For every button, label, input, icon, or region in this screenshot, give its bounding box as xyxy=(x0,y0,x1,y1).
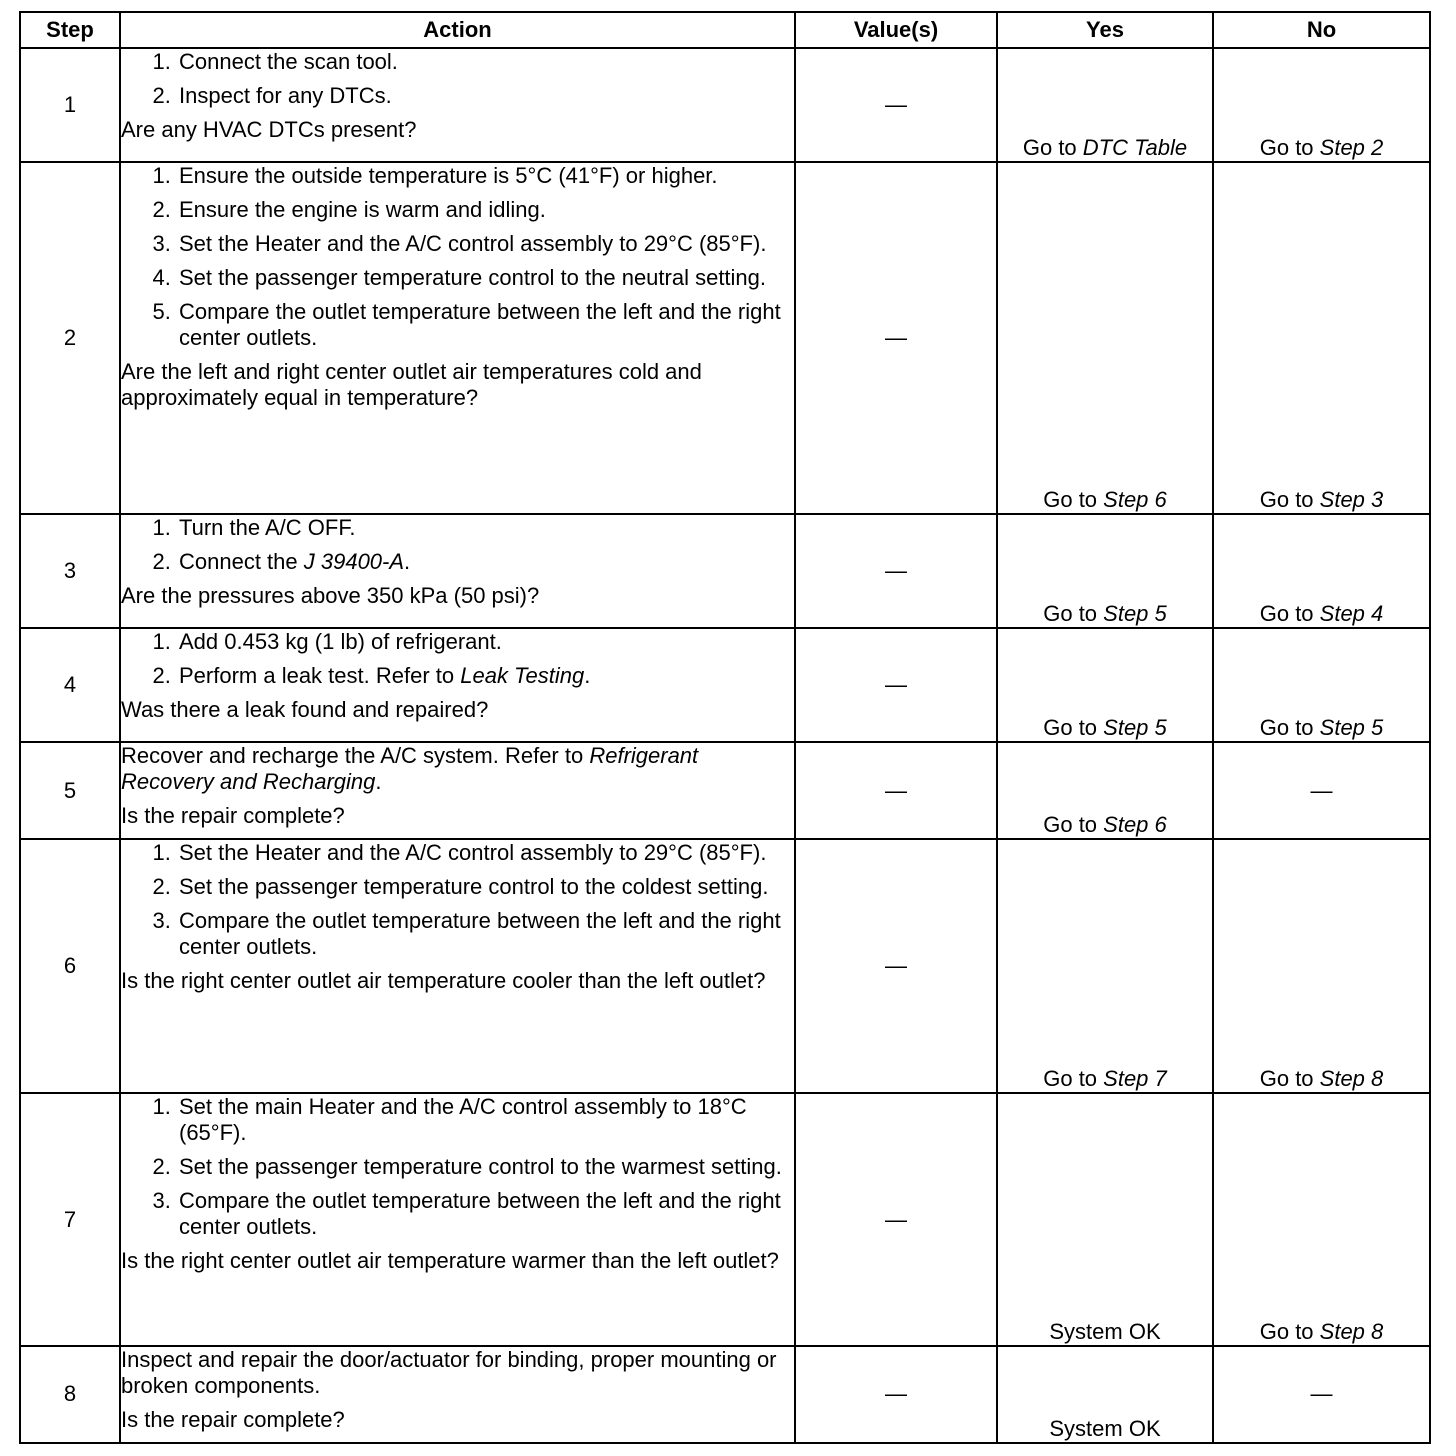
no-prefix: Go to xyxy=(1259,135,1320,161)
action-list xyxy=(121,49,794,109)
value-cell: — xyxy=(795,162,997,514)
step-number: 2 xyxy=(20,162,120,514)
value-cell: — xyxy=(795,1346,997,1443)
header-row xyxy=(20,12,1430,48)
action-list xyxy=(121,515,794,575)
value-cell: — xyxy=(795,628,997,742)
yes-cell xyxy=(997,839,1213,1093)
yes-reference: Step 7 xyxy=(1103,1066,1167,1092)
no-prefix: Go to xyxy=(1259,1066,1320,1092)
action-item: 1. Set the Heater and the A/C control assembly to 29°C (85°F). xyxy=(177,840,794,866)
action-list xyxy=(121,840,794,960)
action-item: 4. Set the passenger temperature control to the neutral setting. xyxy=(177,265,794,291)
action-cell xyxy=(120,742,795,839)
action-paragraph: Inspect and repair the door/actuator for binding, proper mounting or broken components. xyxy=(121,1346,777,1398)
value-cell: — xyxy=(795,1093,997,1345)
action-item: 5. Compare the outlet temperature between the left and the right center outlets. xyxy=(177,299,794,351)
no-reference: Step 4 xyxy=(1319,600,1384,626)
no-reference: Step 2 xyxy=(1319,135,1384,161)
action-text: Recover and recharge the A/C system. Refer to xyxy=(121,742,590,768)
action-cell xyxy=(120,1093,795,1345)
tool-reference: J 39400-A xyxy=(303,548,405,574)
step-number: 4 xyxy=(20,628,120,742)
yes-prefix: Go to xyxy=(1043,1066,1104,1092)
value-cell: — xyxy=(795,742,997,839)
action-item: 2. Set the passenger temperature control to the warmest setting. xyxy=(177,1154,794,1180)
step-number: 1 xyxy=(20,48,120,162)
action-item: 2. Set the passenger temperature control to the coldest setting. xyxy=(177,874,794,900)
yes-cell xyxy=(997,48,1213,162)
action-item: 1. Add 0.453 kg (1 lb) of refrigerant. xyxy=(177,629,794,655)
header-no: No xyxy=(1213,12,1430,48)
action-item-text: Perform a leak test. Refer to xyxy=(179,662,461,688)
action-cell xyxy=(120,1346,795,1443)
header-values: Value(s) xyxy=(795,12,997,48)
action-question: Was there a leak found and repaired? xyxy=(121,696,489,722)
action-item: 2. Inspect for any DTCs. xyxy=(177,83,794,109)
action-list xyxy=(121,629,794,689)
procedure-reference: Leak Testing xyxy=(460,662,585,688)
yes-reference: Step 5 xyxy=(1103,714,1167,740)
no-cell: — xyxy=(1213,1346,1430,1443)
yes-cell xyxy=(997,742,1213,839)
value-cell: — xyxy=(795,514,997,628)
no-cell xyxy=(1213,162,1430,514)
header-action: Action xyxy=(120,12,795,48)
no-cell xyxy=(1213,514,1430,628)
no-prefix: Go to xyxy=(1259,714,1320,740)
action-question: Are the pressures above 350 kPa (50 psi)? xyxy=(121,582,540,608)
action-item: 1. Connect the scan tool. xyxy=(177,49,794,75)
table-row xyxy=(20,48,1430,162)
action-item: 1. Ensure the outside temperature is 5°C (41°F) or higher. xyxy=(177,163,794,189)
table-row xyxy=(20,1093,1430,1345)
action-question: Is the right center outlet air temperature cooler than the left outlet? xyxy=(121,968,766,994)
action-cell xyxy=(120,48,795,162)
no-prefix: Go to xyxy=(1259,600,1320,626)
action-cell xyxy=(120,628,795,742)
value-cell: — xyxy=(795,48,997,162)
yes-cell xyxy=(997,162,1213,514)
action-cell xyxy=(120,514,795,628)
table-row xyxy=(20,628,1430,742)
procedure-reference: Refrigerant Recovery and Recharging xyxy=(121,742,699,794)
no-reference: Step 5 xyxy=(1319,714,1384,740)
action-item: 2. Ensure the engine is warm and idling. xyxy=(177,197,794,223)
yes-prefix: Go to xyxy=(1043,486,1104,512)
table-row xyxy=(20,514,1430,628)
no-prefix: Go to xyxy=(1259,486,1320,512)
action-suffix: . xyxy=(375,768,382,794)
action-item xyxy=(177,549,794,575)
no-prefix: Go to xyxy=(1259,1318,1320,1344)
no-reference: Step 8 xyxy=(1319,1066,1384,1092)
table-row xyxy=(20,742,1430,839)
action-question: Is the repair complete? xyxy=(121,802,345,828)
yes-cell xyxy=(997,628,1213,742)
action-item: 1. Set the main Heater and the A/C control assembly to 18°C (65°F). xyxy=(177,1094,794,1146)
yes-prefix: Go to xyxy=(1043,812,1104,838)
action-item xyxy=(177,663,794,689)
yes-prefix: Go to xyxy=(1043,714,1104,740)
action-cell xyxy=(120,162,795,514)
no-cell xyxy=(1213,628,1430,742)
no-cell xyxy=(1213,839,1430,1093)
action-item: 1. Turn the A/C OFF. xyxy=(177,515,794,541)
step-number: 7 xyxy=(20,1093,120,1345)
step-number: 5 xyxy=(20,742,120,839)
action-item: 3. Compare the outlet temperature between the left and the right center outlets. xyxy=(177,908,794,960)
no-reference: Step 3 xyxy=(1319,486,1384,512)
yes-cell: System OK xyxy=(997,1093,1213,1345)
yes-reference: Step 5 xyxy=(1103,600,1167,626)
action-item: 3. Set the Heater and the A/C control assembly to 29°C (85°F). xyxy=(177,231,794,257)
table-row xyxy=(20,1346,1430,1443)
table-row xyxy=(20,839,1430,1093)
no-reference: Step 8 xyxy=(1319,1318,1384,1344)
step-number: 8 xyxy=(20,1346,120,1443)
action-list xyxy=(121,163,794,351)
no-cell xyxy=(1213,48,1430,162)
diagnostic-table xyxy=(19,11,1431,1444)
action-item-suffix: . xyxy=(404,548,411,574)
yes-reference: Step 6 xyxy=(1103,812,1167,838)
header-step: Step xyxy=(20,12,120,48)
yes-cell: System OK xyxy=(997,1346,1213,1443)
action-item-suffix: . xyxy=(584,662,591,688)
no-cell xyxy=(1213,1093,1430,1345)
action-list xyxy=(121,1094,794,1240)
action-paragraph xyxy=(121,743,794,795)
step-number: 6 xyxy=(20,839,120,1093)
yes-prefix: Go to xyxy=(1043,600,1104,626)
yes-prefix: Go to xyxy=(1022,135,1083,161)
action-item: 3. Compare the outlet temperature between the left and the right center outlets. xyxy=(177,1188,794,1240)
step-number: 3 xyxy=(20,514,120,628)
action-question: Is the right center outlet air temperature warmer than the left outlet? xyxy=(121,1248,779,1274)
yes-cell xyxy=(997,514,1213,628)
table-row xyxy=(20,162,1430,514)
action-question: Is the repair complete? xyxy=(121,1406,345,1432)
action-question: Are the left and right center outlet air temperatures cold and approximately equal in temperature? xyxy=(121,359,702,411)
yes-reference: Step 6 xyxy=(1103,486,1167,512)
value-cell: — xyxy=(795,839,997,1093)
action-question: Are any HVAC DTCs present? xyxy=(121,117,417,142)
action-item-text: Connect the xyxy=(179,548,304,574)
action-cell xyxy=(120,839,795,1093)
yes-reference: DTC Table xyxy=(1082,135,1188,161)
header-yes: Yes xyxy=(997,12,1213,48)
no-cell: — xyxy=(1213,742,1430,839)
